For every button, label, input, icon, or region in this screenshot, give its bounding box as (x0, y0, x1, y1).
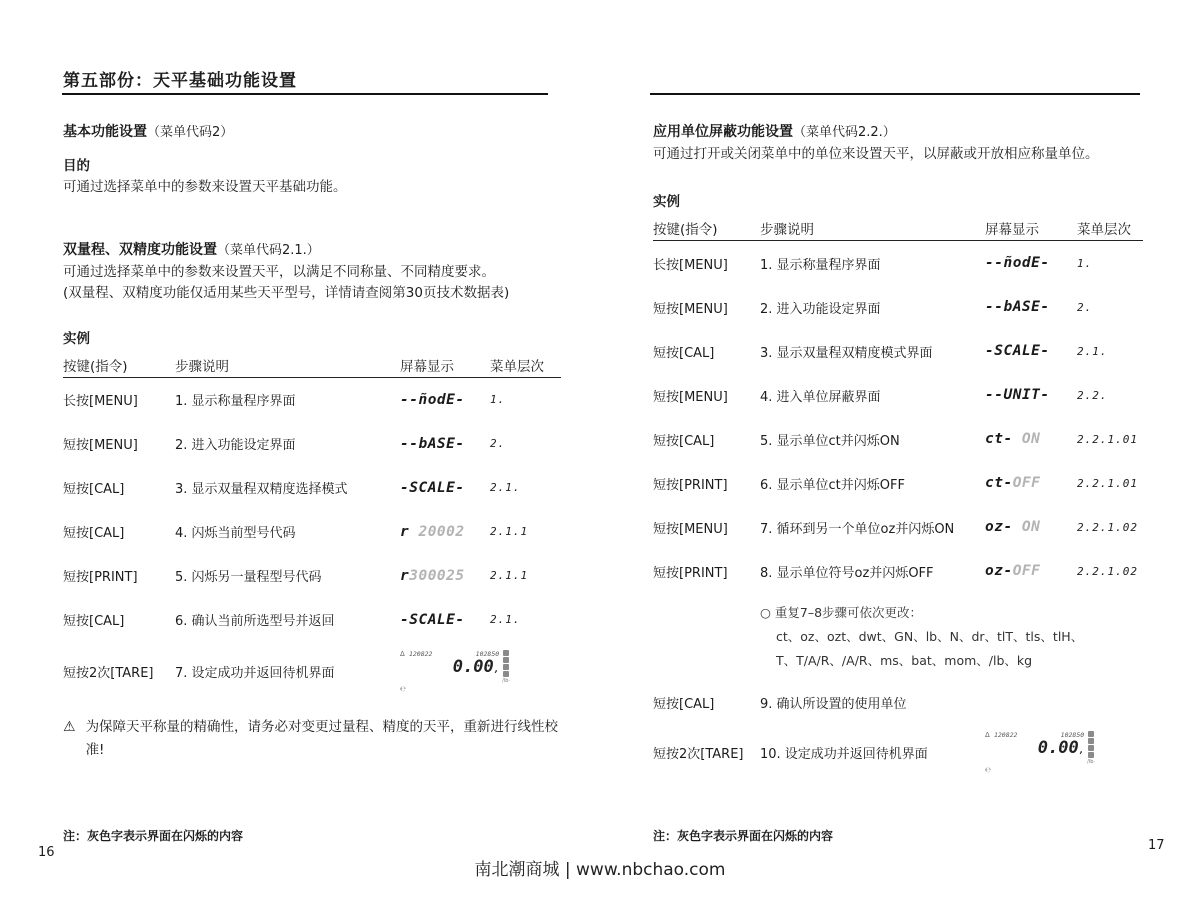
menu-level: 2.1. (490, 481, 521, 495)
screen-display: --UNIT- (985, 387, 1050, 404)
key-command: 短按2次[TARE] (63, 666, 154, 682)
repeat-note-line3: T、T/A/R、/A/R、ms、bat、mom、/lb、kg (776, 652, 1033, 668)
purpose-heading: 目的 (63, 158, 90, 174)
screen-display: --bASE- (985, 299, 1050, 316)
estimated-sign-icon: ℮ (985, 765, 991, 774)
menu-level: 2.1. (1077, 344, 1108, 358)
menu-level: 2.2.1.01 (1077, 432, 1138, 446)
table-row (653, 505, 1143, 549)
screen-display: -SCALE- (400, 479, 465, 496)
lcd-time: 102850 (475, 649, 500, 658)
table-row (653, 285, 1143, 329)
standby-lcd (985, 729, 1095, 777)
section-units-title: 应用单位屏蔽功能设置 (653, 124, 793, 140)
screen-display: ct-OFF (985, 475, 1041, 492)
screen-display: --ñodE- (985, 255, 1050, 272)
step-description: 7. 循环到另一个单位oz并闪烁ON (760, 521, 955, 537)
section-dualrange-title: 双量程、双精度功能设置 (63, 242, 217, 259)
key-command: 短按[PRINT] (63, 570, 138, 586)
lcd-strip-label: /lb· (1087, 758, 1095, 765)
col-step-label: 步骤说明 (760, 222, 814, 239)
key-command: 短按[CAL] (653, 345, 715, 361)
warning-text: 为保障天平称量的精确性，请务必对变更过量程、精度的天平，重新进行线性校准! (85, 718, 559, 758)
purpose-text: 可通过选择菜单中的参数来设置天平基础功能。 (63, 179, 347, 195)
key-command: 长按[MENU] (653, 257, 728, 273)
lcd-status-icons (985, 729, 991, 777)
col-key-label: 按键(指令) (63, 358, 128, 375)
lcd-date: 120822 (408, 649, 433, 658)
step-description: 1. 显示称量程序界面 (760, 257, 881, 273)
step-description: 5. 闪烁另一量程型号代码 (175, 570, 322, 586)
repeat-note-line1: 重复7–8步骤可依次更改： (774, 605, 923, 621)
example-heading-left: 实例 (63, 330, 90, 347)
table-row (63, 422, 561, 466)
col-level-label: 菜单层次 (1077, 222, 1131, 239)
menu-level: 2.1. (490, 613, 521, 627)
screen-display: r300025 (400, 567, 465, 584)
key-command: 短按[MENU] (653, 301, 728, 317)
menu-level: 2.2.1.02 (1077, 564, 1138, 578)
table-row (63, 598, 561, 642)
table-body-left (63, 378, 561, 702)
step-description: 3. 显示双量程双精度模式界面 (760, 345, 933, 361)
menu-level: 2.2.1.01 (1077, 476, 1138, 490)
step-description: 5. 显示单位ct并闪烁ON (760, 433, 900, 449)
note-flashing-left: 注：灰色字表示界面在闪烁的内容 (63, 829, 244, 843)
col-display-label: 屏幕显示 (985, 222, 1039, 239)
step-description: 2. 进入功能设定界面 (760, 301, 881, 317)
table-row (653, 241, 1143, 285)
section-basic-heading (63, 121, 561, 141)
lcd-unit-indicator-strip (502, 648, 510, 696)
example-heading-right: 实例 (653, 194, 680, 211)
section-units-heading (653, 121, 1143, 141)
step-description: 3. 显示双量程双精度选择模式 (175, 482, 348, 498)
right-page-column (653, 121, 1143, 781)
key-command: 短按[CAL] (653, 433, 715, 449)
table-header-left (63, 353, 561, 377)
menu-level: 1. (490, 393, 506, 407)
menu-level: 2.1.1 (490, 525, 529, 539)
lcd-weight-value: 0.00 (452, 656, 494, 677)
key-command: 长按[MENU] (63, 394, 138, 410)
step-description: 10. 设定成功并返回待机界面 (760, 747, 928, 762)
page-number-right: 17 (1148, 838, 1165, 853)
lcd-date: 120822 (993, 730, 1018, 739)
key-command: 短按[MENU] (63, 438, 138, 454)
table-row (63, 510, 561, 554)
lcd-strip-label: /lb· (502, 677, 510, 684)
status-icon: Δ (985, 730, 990, 739)
lcd-status-icons (400, 648, 406, 696)
key-command: 短按[CAL] (63, 526, 125, 542)
screen-display: oz- ON (985, 519, 1041, 536)
table-row (653, 681, 1143, 725)
step-description: 4. 闪烁当前型号代码 (175, 526, 296, 542)
lcd-weight-value: 0.00 (1037, 737, 1079, 758)
standby-lcd (400, 648, 510, 696)
table-row (653, 329, 1143, 373)
lcd-main-area (409, 648, 499, 696)
menu-level: 2. (490, 437, 506, 451)
dualrange-desc-2: (双量程、双精度功能仅适用某些天平型号，详情请查阅第30页技术数据表) (63, 284, 510, 301)
step-description: 4. 进入单位屏蔽界面 (760, 389, 881, 405)
circle-bullet: ○ (760, 605, 771, 621)
section-units-code: （菜单代码2.2.） (793, 125, 896, 140)
repeat-steps-note (760, 601, 1143, 672)
screen-display (985, 729, 1140, 777)
section-basic-code: （菜单代码2） (147, 125, 234, 140)
lcd-comma: , (493, 664, 500, 675)
table-row (63, 466, 561, 510)
step-description: 8. 显示单位符号oz并闪烁OFF (760, 565, 934, 581)
step-description: 6. 显示单位ct并闪烁OFF (760, 477, 905, 493)
key-command: 短按[PRINT] (653, 565, 728, 581)
table-row (653, 549, 1143, 593)
table-row (63, 378, 561, 422)
step-description: 2. 进入功能设定界面 (175, 438, 296, 454)
screen-display: --ñodE- (400, 391, 465, 408)
table-row (653, 417, 1143, 461)
key-command: 短按2次[TARE] (653, 747, 744, 762)
screen-display: oz-OFF (985, 563, 1041, 580)
screen-display: ct- ON (985, 431, 1041, 448)
estimated-sign-icon: ℮ (400, 684, 406, 693)
table-row (63, 554, 561, 598)
col-display-label: 屏幕显示 (400, 358, 454, 375)
table-row (63, 642, 561, 702)
status-icon: Δ (400, 649, 405, 658)
title-rule-right (650, 93, 1140, 95)
step-description: 9. 确认所设置的使用单位 (760, 697, 907, 712)
menu-level: 2.2.1.02 (1077, 520, 1138, 534)
lcd-unit-indicator-strip (1087, 729, 1095, 777)
key-command: 短按[MENU] (653, 389, 728, 405)
repeat-note-line2: ct、oz、ozt、dwt、GN、lb、N、dr、tlT、tls、tlH、 (776, 629, 1084, 644)
footer-branding: 南北潮商城 | www.nbchao.com (474, 860, 726, 880)
page-number-left: 16 (38, 845, 55, 860)
menu-level: 1. (1077, 256, 1093, 270)
menu-level: 2. (1077, 300, 1093, 314)
screen-display: -SCALE- (400, 611, 465, 628)
key-command: 短按[CAL] (63, 482, 125, 498)
left-page-column (63, 121, 561, 762)
table-row (653, 725, 1143, 781)
screen-display: r 20002 (400, 523, 465, 540)
note-flashing-right: 注：灰色字表示界面在闪烁的内容 (653, 829, 834, 843)
table-header-right (653, 216, 1143, 240)
key-command: 短按[CAL] (63, 614, 125, 630)
table-row (653, 373, 1143, 417)
section-dualrange-code: （菜单代码2.1.） (217, 243, 320, 259)
page-title: 第五部份：天平基础功能设置 (63, 71, 297, 91)
screen-display: --bASE- (400, 435, 465, 452)
col-key-label: 按键(指令) (653, 222, 718, 239)
key-command: 短按[MENU] (653, 521, 728, 537)
screen-display: -SCALE- (985, 343, 1050, 360)
section-basic-title: 基本功能设置 (63, 124, 147, 140)
screen-display (400, 648, 560, 696)
lcd-time: 102850 (1060, 730, 1085, 739)
dualrange-desc-1: 可通过选择菜单中的参数来设置天平，以满足不同称量、不同精度要求。 (63, 264, 495, 281)
key-command: 短按[PRINT] (653, 477, 728, 493)
menu-level: 2.2. (1077, 388, 1108, 402)
step-description: 7. 设定成功并返回待机界面 (175, 666, 335, 682)
table-body-right (653, 241, 1143, 593)
section-dualrange-heading (63, 239, 561, 259)
col-step-label: 步骤说明 (175, 358, 229, 375)
col-level-label: 菜单层次 (490, 358, 544, 375)
title-rule-left (62, 93, 548, 95)
table-row (653, 461, 1143, 505)
lcd-main-area (994, 729, 1084, 777)
warning-icon: ⚠ (63, 718, 76, 735)
linearity-warning (63, 716, 561, 762)
step-description: 1. 显示称量程序界面 (175, 394, 296, 410)
menu-level: 2.1.1 (490, 569, 529, 583)
step-description: 6. 确认当前所选型号并返回 (175, 614, 335, 630)
units-desc: 可通过打开或关闭菜单中的单位来设置天平，以屏蔽或开放相应称量单位。 (653, 146, 1099, 162)
lcd-comma: , (1078, 745, 1085, 756)
key-command: 短按[CAL] (653, 697, 715, 712)
